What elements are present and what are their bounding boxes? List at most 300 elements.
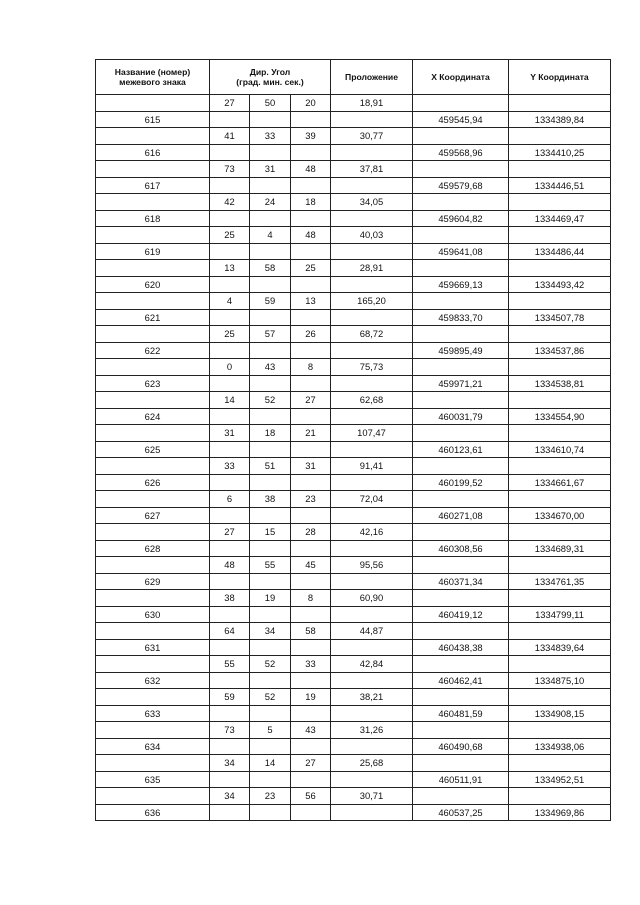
angle-min-cell	[250, 243, 291, 260]
angle-min-cell: 38	[250, 491, 291, 508]
angle-min-cell: 34	[250, 623, 291, 640]
point-name-cell: 620	[96, 276, 210, 293]
point-name-cell: 622	[96, 342, 210, 359]
segment-row	[96, 194, 611, 211]
x-coordinate-cell	[413, 359, 509, 376]
length-cell: 30,77	[331, 128, 413, 145]
point-name-cell: 632	[96, 672, 210, 689]
x-coordinate-cell	[413, 656, 509, 673]
y-coordinate-cell: 1334689,31	[509, 540, 611, 557]
segment-row	[96, 689, 611, 706]
angle-sec-cell	[291, 507, 331, 524]
x-coordinate-cell: 460123,61	[413, 441, 509, 458]
segment-row	[96, 656, 611, 673]
length-cell: 28,91	[331, 260, 413, 277]
y-coordinate-cell	[509, 557, 611, 574]
point-name-cell	[96, 590, 210, 607]
x-coordinate-cell: 459833,70	[413, 309, 509, 326]
x-coordinate-cell: 460419,12	[413, 606, 509, 623]
x-coordinate-cell: 459971,21	[413, 375, 509, 392]
x-coordinate-cell	[413, 755, 509, 772]
segment-row	[96, 557, 611, 574]
angle-deg-cell	[210, 342, 250, 359]
point-row	[96, 474, 611, 491]
point-name-cell: 626	[96, 474, 210, 491]
length-cell	[331, 672, 413, 689]
segment-row	[96, 392, 611, 409]
angle-min-cell: 51	[250, 458, 291, 475]
point-name-cell	[96, 260, 210, 277]
angle-deg-cell	[210, 507, 250, 524]
angle-sec-cell	[291, 111, 331, 128]
angle-deg-cell	[210, 573, 250, 590]
y-coordinate-cell	[509, 722, 611, 739]
angle-deg-cell: 27	[210, 95, 250, 112]
x-coordinate-cell	[413, 161, 509, 178]
angle-min-cell: 15	[250, 524, 291, 541]
y-coordinate-cell: 1334969,86	[509, 804, 611, 821]
table-body	[96, 95, 611, 821]
angle-min-cell: 5	[250, 722, 291, 739]
y-coordinate-cell	[509, 491, 611, 508]
angle-deg-cell: 14	[210, 392, 250, 409]
y-coordinate-cell: 1334507,78	[509, 309, 611, 326]
segment-row	[96, 524, 611, 541]
header-name: Название (номер) межевого знака	[96, 60, 210, 95]
x-coordinate-cell	[413, 557, 509, 574]
y-coordinate-cell: 1334761,35	[509, 573, 611, 590]
x-coordinate-cell: 460308,56	[413, 540, 509, 557]
header-angle-subtitle: (град. мин. сек.)	[236, 77, 304, 87]
segment-row	[96, 326, 611, 343]
point-row	[96, 309, 611, 326]
point-name-cell	[96, 326, 210, 343]
length-cell: 60,90	[331, 590, 413, 607]
x-coordinate-cell	[413, 293, 509, 310]
x-coordinate-cell: 460031,79	[413, 408, 509, 425]
y-coordinate-cell	[509, 227, 611, 244]
angle-deg-cell	[210, 408, 250, 425]
x-coordinate-cell: 460537,25	[413, 804, 509, 821]
header-x: X Координата	[413, 60, 509, 95]
length-cell: 62,68	[331, 392, 413, 409]
angle-deg-cell	[210, 540, 250, 557]
point-name-cell	[96, 293, 210, 310]
length-cell: 31,26	[331, 722, 413, 739]
y-coordinate-cell	[509, 689, 611, 706]
angle-sec-cell	[291, 540, 331, 557]
point-name-cell	[96, 491, 210, 508]
y-coordinate-cell	[509, 590, 611, 607]
x-coordinate-cell: 459545,94	[413, 111, 509, 128]
y-coordinate-cell: 1334493,42	[509, 276, 611, 293]
y-coordinate-cell	[509, 359, 611, 376]
length-cell	[331, 276, 413, 293]
x-coordinate-cell	[413, 128, 509, 145]
length-cell	[331, 474, 413, 491]
length-cell	[331, 441, 413, 458]
angle-deg-cell	[210, 210, 250, 227]
x-coordinate-cell	[413, 689, 509, 706]
angle-deg-cell: 73	[210, 722, 250, 739]
angle-sec-cell	[291, 705, 331, 722]
angle-sec-cell: 8	[291, 359, 331, 376]
x-coordinate-cell: 460490,68	[413, 738, 509, 755]
point-name-cell	[96, 689, 210, 706]
y-coordinate-cell: 1334799,11	[509, 606, 611, 623]
angle-sec-cell: 8	[291, 590, 331, 607]
angle-sec-cell	[291, 210, 331, 227]
segment-row	[96, 95, 611, 112]
x-coordinate-cell	[413, 95, 509, 112]
y-coordinate-cell	[509, 326, 611, 343]
point-row	[96, 606, 611, 623]
point-row	[96, 507, 611, 524]
angle-deg-cell: 0	[210, 359, 250, 376]
point-name-cell: 633	[96, 705, 210, 722]
angle-min-cell: 50	[250, 95, 291, 112]
angle-sec-cell	[291, 144, 331, 161]
angle-deg-cell: 27	[210, 524, 250, 541]
y-coordinate-cell: 1334469,47	[509, 210, 611, 227]
x-coordinate-cell	[413, 788, 509, 805]
angle-min-cell: 14	[250, 755, 291, 772]
length-cell	[331, 771, 413, 788]
x-coordinate-cell: 459604,82	[413, 210, 509, 227]
angle-deg-cell: 73	[210, 161, 250, 178]
length-cell: 72,04	[331, 491, 413, 508]
y-coordinate-cell	[509, 623, 611, 640]
angle-sec-cell	[291, 309, 331, 326]
y-coordinate-cell: 1334410,25	[509, 144, 611, 161]
length-cell	[331, 309, 413, 326]
angle-min-cell: 31	[250, 161, 291, 178]
angle-min-cell: 4	[250, 227, 291, 244]
length-cell	[331, 243, 413, 260]
angle-min-cell: 58	[250, 260, 291, 277]
angle-sec-cell: 26	[291, 326, 331, 343]
segment-row	[96, 623, 611, 640]
angle-deg-cell: 34	[210, 755, 250, 772]
length-cell	[331, 705, 413, 722]
length-cell	[331, 606, 413, 623]
y-coordinate-cell	[509, 194, 611, 211]
length-cell	[331, 738, 413, 755]
angle-sec-cell	[291, 441, 331, 458]
point-name-cell	[96, 425, 210, 442]
y-coordinate-cell: 1334908,15	[509, 705, 611, 722]
angle-sec-cell: 25	[291, 260, 331, 277]
y-coordinate-cell: 1334839,64	[509, 639, 611, 656]
point-name-cell	[96, 95, 210, 112]
y-coordinate-cell: 1334486,44	[509, 243, 611, 260]
x-coordinate-cell: 460199,52	[413, 474, 509, 491]
y-coordinate-cell	[509, 161, 611, 178]
angle-deg-cell: 34	[210, 788, 250, 805]
y-coordinate-cell	[509, 656, 611, 673]
y-coordinate-cell: 1334952,51	[509, 771, 611, 788]
angle-sec-cell: 19	[291, 689, 331, 706]
angle-deg-cell	[210, 243, 250, 260]
length-cell	[331, 639, 413, 656]
angle-deg-cell	[210, 738, 250, 755]
angle-deg-cell: 4	[210, 293, 250, 310]
angle-min-cell	[250, 804, 291, 821]
point-name-cell: 628	[96, 540, 210, 557]
length-cell: 40,03	[331, 227, 413, 244]
segment-row	[96, 458, 611, 475]
point-row	[96, 672, 611, 689]
point-row	[96, 771, 611, 788]
point-row	[96, 408, 611, 425]
length-cell: 18,91	[331, 95, 413, 112]
header-length: Проложение	[331, 60, 413, 95]
segment-row	[96, 590, 611, 607]
length-cell: 165,20	[331, 293, 413, 310]
y-coordinate-cell: 1334538,81	[509, 375, 611, 392]
angle-min-cell	[250, 309, 291, 326]
point-name-cell	[96, 557, 210, 574]
length-cell	[331, 804, 413, 821]
point-row	[96, 639, 611, 656]
point-name-cell: 623	[96, 375, 210, 392]
y-coordinate-cell: 1334389,84	[509, 111, 611, 128]
x-coordinate-cell	[413, 722, 509, 739]
point-row	[96, 738, 611, 755]
length-cell	[331, 342, 413, 359]
angle-min-cell	[250, 705, 291, 722]
segment-row	[96, 722, 611, 739]
length-cell: 75,73	[331, 359, 413, 376]
point-name-cell: 630	[96, 606, 210, 623]
point-row	[96, 540, 611, 557]
angle-deg-cell	[210, 177, 250, 194]
point-name-cell: 617	[96, 177, 210, 194]
angle-deg-cell	[210, 672, 250, 689]
segment-row	[96, 128, 611, 145]
length-cell: 25,68	[331, 755, 413, 772]
angle-deg-cell	[210, 144, 250, 161]
angle-sec-cell	[291, 342, 331, 359]
point-row	[96, 243, 611, 260]
y-coordinate-cell	[509, 95, 611, 112]
angle-deg-cell	[210, 705, 250, 722]
point-name-cell	[96, 161, 210, 178]
x-coordinate-cell: 460481,59	[413, 705, 509, 722]
x-coordinate-cell	[413, 260, 509, 277]
angle-min-cell	[250, 606, 291, 623]
length-cell: 107,47	[331, 425, 413, 442]
x-coordinate-cell: 459579,68	[413, 177, 509, 194]
angle-deg-cell	[210, 474, 250, 491]
angle-sec-cell: 39	[291, 128, 331, 145]
y-coordinate-cell: 1334661,67	[509, 474, 611, 491]
y-coordinate-cell	[509, 260, 611, 277]
point-name-cell	[96, 722, 210, 739]
x-coordinate-cell	[413, 623, 509, 640]
angle-min-cell	[250, 111, 291, 128]
point-name-cell: 625	[96, 441, 210, 458]
angle-min-cell	[250, 210, 291, 227]
angle-min-cell: 59	[250, 293, 291, 310]
point-row	[96, 177, 611, 194]
angle-deg-cell: 48	[210, 557, 250, 574]
angle-min-cell	[250, 276, 291, 293]
length-cell	[331, 144, 413, 161]
angle-sec-cell: 27	[291, 392, 331, 409]
length-cell: 42,16	[331, 524, 413, 541]
angle-sec-cell	[291, 375, 331, 392]
angle-sec-cell	[291, 804, 331, 821]
point-name-cell: 634	[96, 738, 210, 755]
x-coordinate-cell: 459895,49	[413, 342, 509, 359]
segment-row	[96, 755, 611, 772]
x-coordinate-cell: 459669,13	[413, 276, 509, 293]
angle-min-cell	[250, 672, 291, 689]
x-coordinate-cell: 460462,41	[413, 672, 509, 689]
point-name-cell	[96, 755, 210, 772]
length-cell	[331, 111, 413, 128]
point-row	[96, 210, 611, 227]
angle-sec-cell: 18	[291, 194, 331, 211]
y-coordinate-cell: 1334670,00	[509, 507, 611, 524]
y-coordinate-cell	[509, 788, 611, 805]
angle-min-cell	[250, 441, 291, 458]
x-coordinate-cell	[413, 524, 509, 541]
length-cell: 34,05	[331, 194, 413, 211]
point-name-cell	[96, 656, 210, 673]
angle-deg-cell: 25	[210, 326, 250, 343]
point-row	[96, 573, 611, 590]
x-coordinate-cell	[413, 227, 509, 244]
angle-deg-cell: 59	[210, 689, 250, 706]
point-row	[96, 144, 611, 161]
angle-sec-cell: 27	[291, 755, 331, 772]
point-name-cell: 629	[96, 573, 210, 590]
angle-deg-cell: 38	[210, 590, 250, 607]
angle-sec-cell: 56	[291, 788, 331, 805]
length-cell	[331, 210, 413, 227]
point-name-cell	[96, 392, 210, 409]
point-name-cell: 631	[96, 639, 210, 656]
angle-sec-cell	[291, 177, 331, 194]
y-coordinate-cell	[509, 128, 611, 145]
angle-sec-cell	[291, 276, 331, 293]
angle-min-cell: 18	[250, 425, 291, 442]
angle-min-cell: 52	[250, 656, 291, 673]
angle-sec-cell	[291, 738, 331, 755]
point-name-cell: 635	[96, 771, 210, 788]
x-coordinate-cell	[413, 491, 509, 508]
point-name-cell	[96, 524, 210, 541]
angle-deg-cell: 42	[210, 194, 250, 211]
y-coordinate-cell: 1334446,51	[509, 177, 611, 194]
angle-min-cell	[250, 507, 291, 524]
point-name-cell: 616	[96, 144, 210, 161]
angle-min-cell: 57	[250, 326, 291, 343]
segment-row	[96, 788, 611, 805]
x-coordinate-cell: 459641,08	[413, 243, 509, 260]
angle-sec-cell	[291, 474, 331, 491]
angle-deg-cell: 6	[210, 491, 250, 508]
x-coordinate-cell	[413, 425, 509, 442]
angle-min-cell	[250, 540, 291, 557]
point-name-cell	[96, 128, 210, 145]
angle-sec-cell: 48	[291, 161, 331, 178]
angle-deg-cell: 25	[210, 227, 250, 244]
y-coordinate-cell	[509, 458, 611, 475]
angle-sec-cell	[291, 672, 331, 689]
y-coordinate-cell	[509, 524, 611, 541]
point-name-cell: 624	[96, 408, 210, 425]
length-cell: 91,41	[331, 458, 413, 475]
header-y: Y Координата	[509, 60, 611, 95]
angle-sec-cell: 28	[291, 524, 331, 541]
point-name-cell	[96, 623, 210, 640]
y-coordinate-cell	[509, 425, 611, 442]
angle-min-cell	[250, 738, 291, 755]
point-row	[96, 342, 611, 359]
angle-min-cell: 19	[250, 590, 291, 607]
header-angle-title: Дир. Угол	[249, 67, 291, 77]
point-row	[96, 705, 611, 722]
length-cell: 30,71	[331, 788, 413, 805]
x-coordinate-cell	[413, 392, 509, 409]
y-coordinate-cell	[509, 755, 611, 772]
y-coordinate-cell	[509, 392, 611, 409]
length-cell	[331, 573, 413, 590]
angle-min-cell: 43	[250, 359, 291, 376]
y-coordinate-cell: 1334875,10	[509, 672, 611, 689]
point-name-cell: 621	[96, 309, 210, 326]
angle-sec-cell: 31	[291, 458, 331, 475]
angle-deg-cell	[210, 309, 250, 326]
angle-deg-cell	[210, 639, 250, 656]
length-cell	[331, 507, 413, 524]
length-cell: 42,84	[331, 656, 413, 673]
header-angle	[210, 60, 331, 95]
angle-sec-cell: 21	[291, 425, 331, 442]
angle-min-cell	[250, 177, 291, 194]
angle-sec-cell: 48	[291, 227, 331, 244]
angle-sec-cell: 58	[291, 623, 331, 640]
length-cell: 95,56	[331, 557, 413, 574]
point-row	[96, 111, 611, 128]
angle-sec-cell: 43	[291, 722, 331, 739]
x-coordinate-cell: 460271,08	[413, 507, 509, 524]
length-cell	[331, 408, 413, 425]
angle-deg-cell	[210, 276, 250, 293]
angle-min-cell: 33	[250, 128, 291, 145]
x-coordinate-cell	[413, 590, 509, 607]
x-coordinate-cell	[413, 326, 509, 343]
angle-min-cell: 24	[250, 194, 291, 211]
angle-min-cell: 52	[250, 392, 291, 409]
x-coordinate-cell: 460511,91	[413, 771, 509, 788]
angle-sec-cell: 13	[291, 293, 331, 310]
angle-deg-cell	[210, 771, 250, 788]
point-name-cell: 619	[96, 243, 210, 260]
segment-row	[96, 491, 611, 508]
length-cell	[331, 177, 413, 194]
angle-deg-cell: 31	[210, 425, 250, 442]
angle-deg-cell	[210, 111, 250, 128]
point-name-cell	[96, 194, 210, 211]
point-name-cell: 615	[96, 111, 210, 128]
x-coordinate-cell: 459568,96	[413, 144, 509, 161]
angle-deg-cell: 41	[210, 128, 250, 145]
angle-min-cell	[250, 771, 291, 788]
